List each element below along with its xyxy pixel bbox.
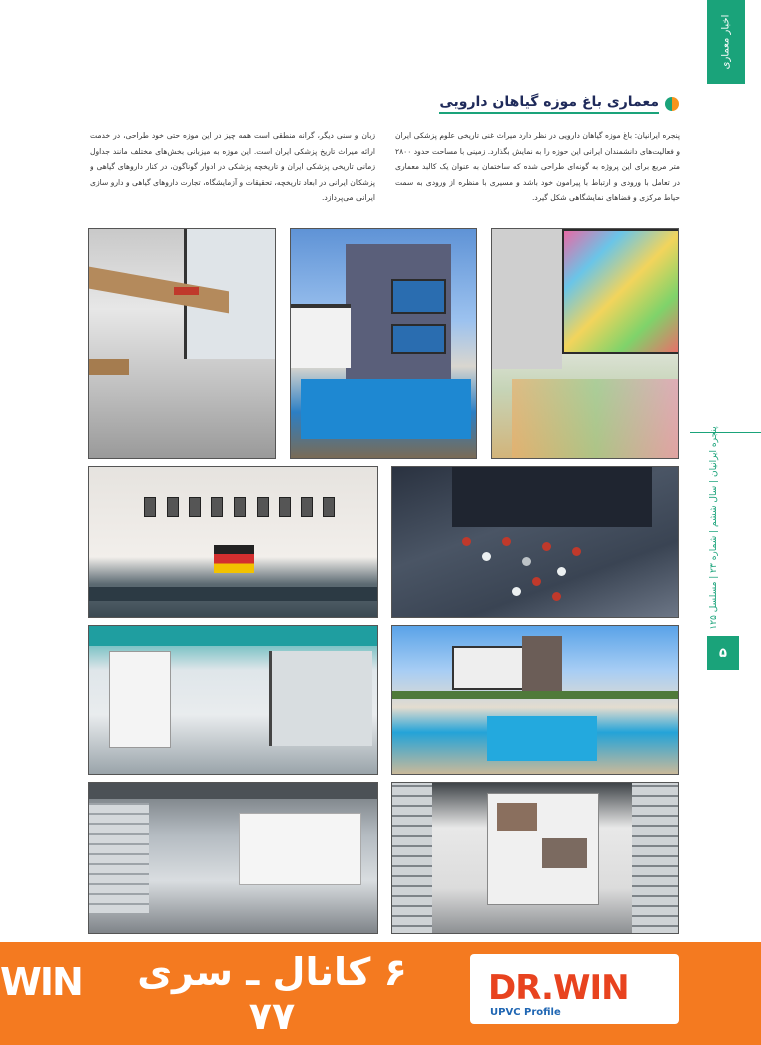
article-column-left: زبان و سنی دیگر، گرانه منطقی است همه چیز در این موزه حتی خود طراحی، در خدمت ارائه میراث تاریخ پزشکی ایران است. این موزه به میزبانی بخش‌های مختلف مانند جداول زمانی تاریخی پزشکی ایران و تاریخچه پزشکی در ادوار گوناگون، در کنار داروهای گیاهی و پزشکان ایرانی در ابعاد تاریخچه، تحقیقات و آزمایشگاه، تجارت داروهای گیاهی و دارو سازی ایرانی می‌پردازد. [90,131,375,202]
photo-ornament [512,587,521,596]
photo-ornament [482,552,491,561]
photo-shelving [109,651,171,748]
page-number: ۵ [707,636,739,670]
photo-bench [89,359,129,375]
photo-exhibit-item [301,497,313,517]
photo-stained-glass [491,228,679,459]
photo-corridor-teal [88,625,378,775]
photo-pipe [89,587,378,601]
photo-lattice-wall [89,803,149,913]
photo-exhibit-item [323,497,335,517]
photo-exhibit-item [257,497,269,517]
photo-exhibition-board [391,782,679,934]
photo-building-exterior [290,228,477,459]
photo-flowers [174,287,199,295]
photo-ornament [572,547,581,556]
photo-building-block [346,244,451,384]
photo-pool [487,716,597,761]
photo-flag-panel [214,545,254,573]
photo-lattice-wall [392,783,432,934]
photo-side-wing [291,304,351,368]
photo-ornament [557,567,566,576]
photo-poster-image [542,838,587,868]
photo-ornament [542,542,551,551]
photo-tower [522,636,562,696]
photo-lattice-wall [632,783,679,934]
photo-window [391,279,446,314]
article-column-right: پنجره ایرانیان: باغ موزه گیاهان دارویی در نظر دارد میراث غنی تاریخی علوم پزشکی ایران و فعالیت‌های دانشمندان ایرانی این حوزه را به نمایش بگذارد. زمینی با مساحت حدود ۲۸۰۰ متر مربع برای این پروژه به گونه‌ای طراحی شده که ساختمان به عنوان یک کالبد معماری در تعامل با ورودی و ارتباط با پیرامون خود باشد و مسیری با منظره از ورودی به سمت حیاط مرکزی و فضاهای نمایشگاهی شکل گیرد. [395,131,680,202]
section-tab [707,0,745,84]
photo-greenery [392,691,679,699]
photo-ceiling [452,467,652,527]
article-heading [439,94,679,114]
photo-colored-window [562,229,679,354]
photo-exhibit-item [211,497,223,517]
photo-exhibit-item [189,497,201,517]
photo-teal-beam [89,626,378,646]
photo-glass-wall [269,651,372,746]
article-title: معماری باغ موزه گیاهان دارویی [439,94,659,114]
photo-interior-table [88,228,276,459]
ad-headline: ۶ کانال ـ سری ۷۷ [137,950,407,1038]
photo-ornament [502,537,511,546]
photo-window [391,324,446,354]
photo-exhibit-item [144,497,156,517]
photo-exhibit-item [279,497,291,517]
section-tab-label: اخبار معماری [720,14,732,70]
brand-logo: DR.WIN [488,968,629,1008]
photo-exhibit-item [167,497,179,517]
photo-ornament [552,592,561,601]
photo-pool [301,379,471,439]
magazine-issue-caption: پنجره ایرانیان | سال ششم | شماره ۲۳ | مسلسل ۱۲۵ [709,426,719,630]
brand-tagline: UPVC Profile [490,1007,561,1018]
photo-wall [492,229,562,369]
photo-exhibit-item [234,497,246,517]
photo-display-panel [239,813,361,885]
photo-courtyard-pool [391,625,679,775]
photo-ceiling-installation [391,466,679,618]
photo-gallery-hall [88,782,378,934]
side-divider [690,432,761,433]
leaf-icon [665,97,679,111]
brand-logo-partial: WIN [0,960,82,1004]
photo-ceiling-duct [89,783,378,799]
photo-floor-pattern [512,379,679,459]
photo-poster-image [497,803,537,831]
photo-ornament [462,537,471,546]
photo-ornament [532,577,541,586]
photo-exhibit-wall [88,466,378,618]
photo-ornament [522,557,531,566]
